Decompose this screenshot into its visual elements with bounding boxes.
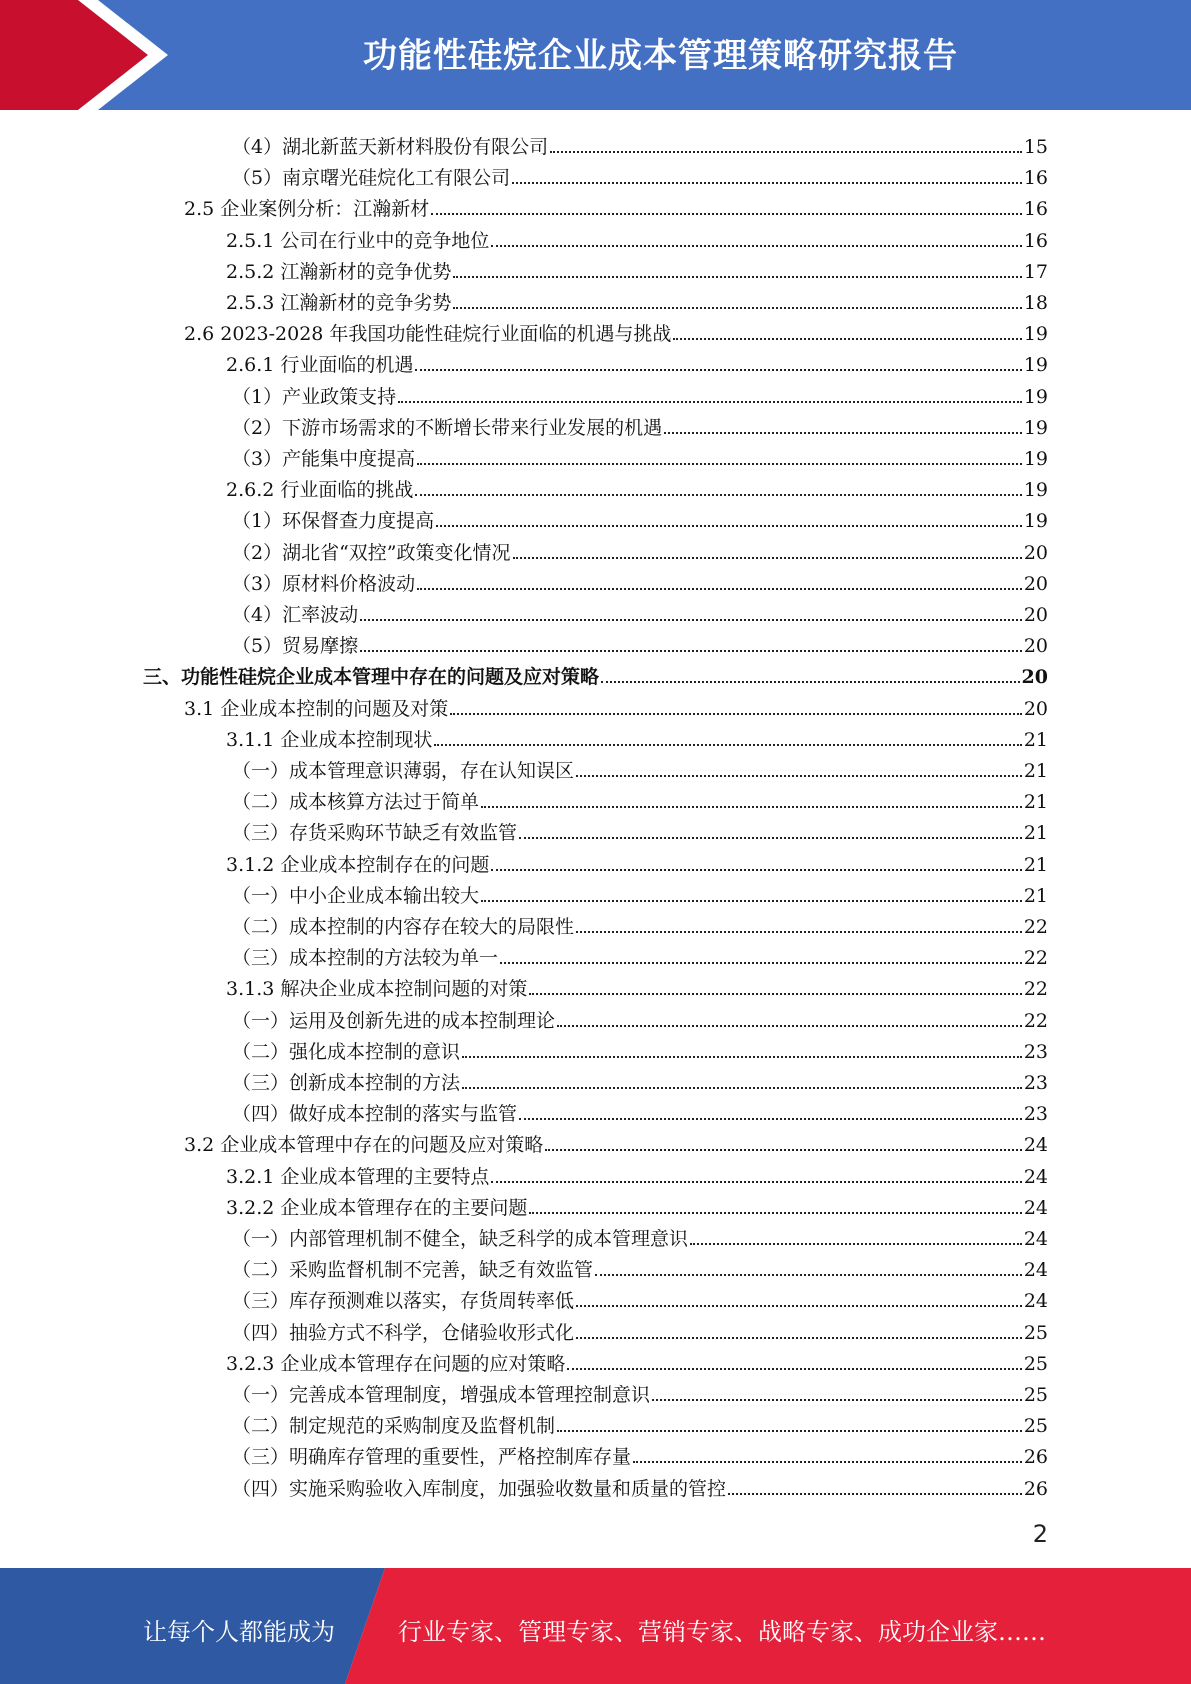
toc-entry-page: 25 — [1023, 1352, 1048, 1375]
toc-leader-dots — [436, 525, 1022, 527]
toc-entry-label: （三）库存预测难以落实，存货周转率低 — [232, 1290, 575, 1313]
toc-leader-dots — [557, 1430, 1022, 1432]
toc-leader-dots — [576, 775, 1022, 777]
toc-entry[interactable] — [226, 1189, 1048, 1220]
toc-leader-dots — [519, 1118, 1022, 1120]
toc-entry-label: （1）环保督查力度提高 — [232, 510, 435, 533]
toc-entry-label: 2.6.1 行业面临的机遇 — [226, 354, 414, 377]
toc-entry-page: 20 — [1023, 697, 1048, 720]
toc-entry-page: 24 — [1023, 1228, 1048, 1250]
toc-entry[interactable] — [232, 565, 1048, 596]
toc-entry-page: 26 — [1023, 1477, 1048, 1500]
page-footer — [0, 1568, 1191, 1684]
toc-entry-page: 22 — [1023, 978, 1048, 1001]
toc-entry-page: 19 — [1023, 354, 1048, 377]
toc-entry-label: 3.1.2 企业成本控制存在的问题 — [226, 853, 490, 876]
toc-entry[interactable] — [232, 159, 1048, 190]
toc-entry-label: （3）原材料价格波动 — [232, 572, 416, 595]
toc-entry-page: 23 — [1023, 1040, 1048, 1063]
toc-entry-page: 20 — [1023, 635, 1048, 658]
toc-leader-dots — [360, 619, 1022, 621]
toc-entry-page: 19 — [1023, 510, 1048, 533]
toc-leader-dots — [652, 1399, 1022, 1401]
toc-entry[interactable] — [232, 409, 1048, 440]
toc-leader-dots — [450, 713, 1022, 715]
toc-leader-dots — [417, 588, 1022, 590]
toc-leader-dots — [434, 744, 1021, 746]
toc-leader-dots — [462, 1056, 1022, 1058]
toc-entry-label: （二）采购监督机制不完善，缺乏有效监管 — [232, 1259, 594, 1282]
toc-entry[interactable] — [184, 190, 1048, 221]
toc-entry-page: 20 — [1023, 604, 1048, 626]
toc-entry-page: 25 — [1023, 1321, 1048, 1344]
toc-entry-page: 23 — [1023, 1072, 1048, 1094]
toc-entry-label: （一）运用及创新先进的成本控制理论 — [232, 1009, 556, 1032]
toc-entry-page: 22 — [1023, 1009, 1048, 1032]
toc-entry[interactable] — [226, 970, 1048, 1001]
toc-entry-label: （4）汇率波动 — [232, 604, 359, 626]
toc-leader-dots — [576, 931, 1022, 933]
toc-entry-label: （4）湖北新蓝天新材料股份有限公司 — [232, 136, 549, 158]
toc-entry[interactable] — [226, 346, 1048, 377]
toc-entry[interactable] — [184, 690, 1048, 721]
toc-entry-page: 22 — [1023, 947, 1048, 970]
toc-entry-page: 24 — [1023, 1259, 1048, 1282]
toc-entry[interactable] — [232, 1220, 1048, 1251]
toc-leader-dots — [500, 962, 1022, 964]
toc-entry-label: 3.2.3 企业成本管理存在问题的应对策略 — [226, 1352, 566, 1375]
footer-slogan-right: 行业专家、管理专家、营销专家、战略专家、成功企业家…… — [398, 1618, 1046, 1646]
toc-leader-dots — [519, 837, 1022, 839]
toc-leader-dots — [417, 463, 1022, 465]
toc-entry[interactable] — [232, 627, 1048, 658]
toc-entry-page: 20 — [1023, 541, 1048, 564]
toc-entry-page: 16 — [1023, 167, 1048, 190]
toc-entry[interactable] — [232, 814, 1048, 845]
toc-entry[interactable] — [232, 1376, 1048, 1407]
toc-leader-dots — [453, 276, 1021, 278]
toc-leader-dots — [431, 213, 1022, 215]
toc-leader-dots — [633, 1461, 1022, 1463]
toc-entry-page: 16 — [1023, 229, 1048, 252]
toc-entry-label: 3.1.1 企业成本控制现状 — [226, 728, 433, 751]
toc-entry-label: （5）南京曙光硅烷化工有限公司 — [232, 167, 511, 190]
toc-entry-page: 21 — [1023, 728, 1048, 751]
toc-entry-label: （3）产能集中度提高 — [232, 448, 416, 470]
toc-entry-page: 21 — [1023, 760, 1048, 782]
toc-entry-page: 24 — [1023, 1196, 1048, 1219]
toc-entry[interactable] — [226, 253, 1048, 284]
toc-entry-label: 2.5.1 公司在行业中的竞争地位 — [226, 229, 490, 252]
toc-entry[interactable] — [226, 721, 1048, 752]
toc-entry-page: 19 — [1023, 479, 1048, 502]
toc-entry[interactable] — [226, 1158, 1048, 1189]
toc-entry[interactable] — [232, 1470, 1048, 1501]
toc-entry[interactable] — [232, 877, 1048, 908]
toc-entry-page: 21 — [1023, 884, 1048, 907]
toc-entry[interactable] — [232, 502, 1048, 533]
toc-entry-label: 3.1.3 解决企业成本控制问题的对策 — [226, 978, 528, 1001]
toc-entry-label: （四）抽验方式不科学，仓储验收形式化 — [232, 1321, 575, 1344]
toc-leader-dots — [512, 182, 1022, 184]
toc-entry-label: （三）存货采购环节缺乏有效监管 — [232, 822, 518, 845]
toc-entry-page: 21 — [1023, 853, 1048, 876]
toc-entry[interactable] — [232, 1002, 1048, 1033]
toc-entry-label: 2.5.3 江瀚新材的竞争劣势 — [226, 292, 452, 314]
toc-entry-page: 21 — [1023, 791, 1048, 814]
toc-leader-dots — [690, 1243, 1022, 1245]
toc-entry-label: 2.6.2 行业面临的挑战 — [226, 479, 414, 502]
toc-entry[interactable] — [232, 1314, 1048, 1345]
toc-entry-page: 17 — [1023, 260, 1048, 283]
toc-entry-label: （三）明确库存管理的重要性，严格控制库存量 — [232, 1446, 632, 1469]
toc-leader-dots — [595, 1274, 1022, 1276]
toc-leader-dots — [462, 1087, 1022, 1089]
toc-entry[interactable] — [232, 128, 1048, 159]
toc-entry-label: 2.6 2023-2028 年我国功能性硅烷行业面临的机遇与挑战 — [184, 323, 672, 346]
toc-entry[interactable] — [184, 1126, 1048, 1157]
toc-leader-dots — [550, 151, 1022, 153]
toc-entry[interactable] — [232, 908, 1048, 939]
toc-entry-page: 25 — [1023, 1384, 1048, 1406]
footer-slogan-left: 让每个人都能成为 — [143, 1618, 335, 1646]
toc-entry-label: （三）成本控制的方法较为单一 — [232, 947, 499, 970]
toc-entry-page: 26 — [1023, 1446, 1048, 1469]
toc-entry-label: （2）下游市场需求的不断增长带来行业发展的机遇 — [232, 416, 663, 439]
toc-leader-dots — [491, 245, 1021, 247]
toc-leader-dots — [529, 1212, 1021, 1214]
toc-entry-page: 19 — [1023, 416, 1048, 439]
toc-entry-label: （一）完善成本管理制度，增强成本管理控制意识 — [232, 1384, 651, 1406]
toc-entry-page: 22 — [1023, 916, 1048, 938]
toc-entry-label: 2.5 企业案例分析：江瀚新材 — [184, 198, 430, 221]
toc-leader-dots — [576, 1305, 1022, 1307]
toc-entry[interactable] — [232, 534, 1048, 565]
toc-entry-page: 24 — [1023, 1134, 1048, 1157]
toc-entry-label: 三、功能性硅烷企业成本管理中存在的问题及应对策略 — [143, 666, 600, 689]
toc-entry-label: （1）产业政策支持 — [232, 385, 397, 408]
toc-entry[interactable] — [232, 1251, 1048, 1282]
toc-leader-dots — [453, 307, 1021, 309]
toc-entry[interactable] — [232, 1282, 1048, 1313]
toc-entry[interactable] — [232, 596, 1048, 627]
toc-entry-page: 20 — [1021, 666, 1048, 689]
toc-leader-dots — [601, 681, 1020, 683]
toc-leader-dots — [673, 338, 1021, 340]
toc-entry[interactable] — [232, 783, 1048, 814]
toc-entry-page: 19 — [1023, 323, 1048, 346]
toc-leader-dots — [491, 869, 1021, 871]
page-header — [0, 0, 1191, 110]
toc-leader-dots — [415, 369, 1021, 371]
toc-entry-label: 2.5.2 江瀚新材的竞争优势 — [226, 260, 452, 283]
toc-leader-dots — [557, 1025, 1022, 1027]
toc-entry-label: 3.2.1 企业成本管理的主要特点 — [226, 1165, 490, 1188]
toc-entry[interactable] — [232, 1407, 1048, 1438]
toc-entry[interactable] — [232, 939, 1048, 970]
toc-entry-label: （2）湖北省“双控”政策变化情况 — [232, 541, 511, 564]
toc-entry-page: 20 — [1023, 572, 1048, 595]
toc-entry-label: （二）成本核算方法过于简单 — [232, 791, 480, 814]
toc-entry-page: 24 — [1023, 1165, 1048, 1188]
toc-leader-dots — [481, 806, 1022, 808]
page-number: 2 — [1032, 1520, 1048, 1548]
toc-entry[interactable] — [226, 846, 1048, 877]
toc-entry-label: （一）中小企业成本输出较大 — [232, 884, 480, 907]
toc-entry-page: 24 — [1023, 1290, 1048, 1313]
toc-leader-dots — [545, 1149, 1022, 1151]
toc-entry-page: 19 — [1023, 385, 1048, 408]
toc-entry-label: （四）实施采购验收入库制度，加强验收数量和质量的管控 — [232, 1477, 727, 1500]
toc-entry[interactable] — [232, 378, 1048, 409]
toc-leader-dots — [491, 1181, 1021, 1183]
header-title: 功能性硅烷企业成本管理策略研究报告 — [363, 36, 958, 76]
toc-leader-dots — [567, 1368, 1021, 1370]
toc-leader-dots — [664, 432, 1022, 434]
toc-entry[interactable] — [232, 1064, 1048, 1095]
toc-entry[interactable] — [232, 440, 1048, 471]
toc-entry-label: （二）制定规范的采购制度及监督机制 — [232, 1415, 556, 1438]
toc-leader-dots — [513, 557, 1022, 559]
toc-entry-label: 3.2.2 企业成本管理存在的主要问题 — [226, 1196, 528, 1219]
toc-entry[interactable] — [226, 471, 1048, 502]
toc-entry-label: 3.2 企业成本管理中存在的问题及应对策略 — [184, 1134, 544, 1157]
toc-leader-dots — [728, 1493, 1022, 1495]
toc-entry-label: （二）成本控制的内容存在较大的局限性 — [232, 916, 575, 938]
toc-entry-label: （5）贸易摩擦 — [232, 635, 359, 658]
toc-entry-page: 15 — [1023, 136, 1048, 158]
toc-entry[interactable] — [232, 1438, 1048, 1469]
toc-entry[interactable] — [226, 1345, 1048, 1376]
toc-entry[interactable] — [143, 658, 1048, 689]
toc-entry-page: 25 — [1023, 1415, 1048, 1438]
toc-leader-dots — [481, 900, 1022, 902]
toc-entry-page: 23 — [1023, 1103, 1048, 1126]
toc-entry-label: （三）创新成本控制的方法 — [232, 1072, 461, 1094]
toc-entry-page: 18 — [1023, 292, 1048, 314]
toc-entry-page: 19 — [1023, 448, 1048, 470]
toc-entry[interactable] — [232, 1095, 1048, 1126]
toc-leader-dots — [360, 650, 1022, 652]
toc-leader-dots — [415, 494, 1021, 496]
toc-entry[interactable] — [232, 1033, 1048, 1064]
toc-entry[interactable] — [184, 315, 1048, 346]
toc-entry-page: 21 — [1023, 822, 1048, 845]
toc-entry-label: （一）内部管理机制不健全，缺乏科学的成本管理意识 — [232, 1228, 689, 1250]
toc-leader-dots — [529, 993, 1021, 995]
toc-entry[interactable] — [232, 752, 1048, 783]
toc-entry[interactable] — [226, 284, 1048, 315]
toc-leader-dots — [576, 1337, 1022, 1339]
toc-entry-label: （二）强化成本控制的意识 — [232, 1040, 461, 1063]
toc-entry[interactable] — [226, 222, 1048, 253]
toc-entry-label: （四）做好成本控制的落实与监管 — [232, 1103, 518, 1126]
toc-leader-dots — [398, 401, 1022, 403]
toc-entry-label: （一）成本管理意识薄弱，存在认知误区 — [232, 760, 575, 782]
toc-entry-label: 3.1 企业成本控制的问题及对策 — [184, 697, 449, 720]
toc-entry-page: 16 — [1023, 198, 1048, 221]
